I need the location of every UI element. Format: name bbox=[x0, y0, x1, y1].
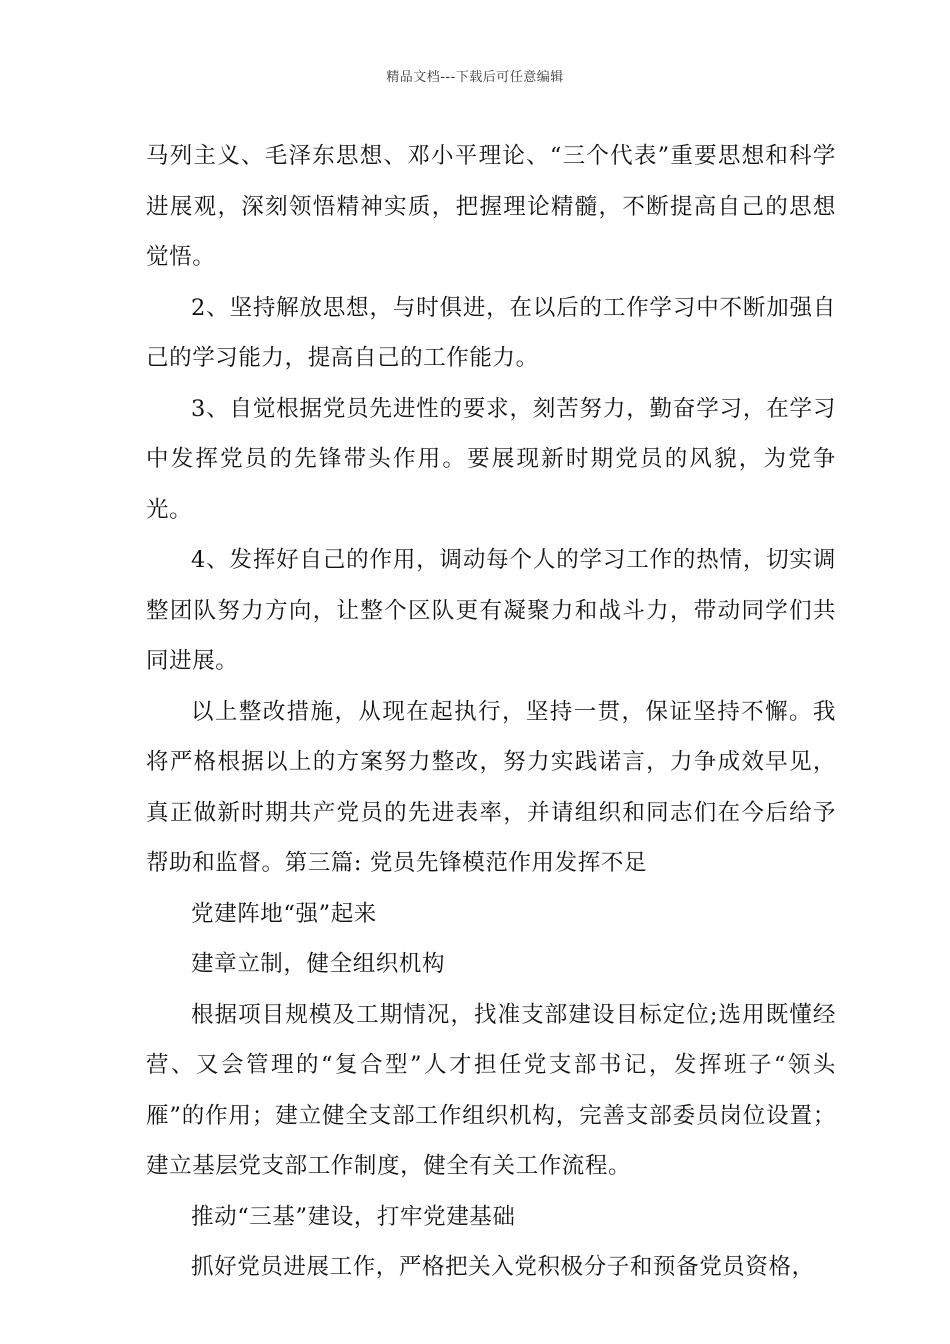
section-heading: 党建阵地“强”起来 bbox=[191, 900, 377, 927]
document-body bbox=[146, 131, 836, 1293]
page-header: 精品文档---下载后可任意编辑 bbox=[386, 70, 564, 85]
paragraph: 抓好党员进展工作，严格把关入党积极分子和预备党员资格， bbox=[191, 1254, 815, 1280]
paragraph: 3、自觉根据党员先进性的要求，刻苦努力，勤奋学习，在学习中发挥党员的先锋带头作用。要展现新时期党员的风貌，为党争光。 bbox=[146, 395, 836, 523]
paragraph: 2、坚持解放思想，与时俱进，在以后的工作学习中不断加强自己的学习能力，提高自己的工作能力。 bbox=[146, 294, 836, 371]
paragraph: 根据项目规模及工期情况，找准支部建设目标定位;选用既懂经营、又会管理的“复合型”人才担任党支部书记，发挥班子“领头雁”的作用；建立健全支部工作组织机构，完善支部委员岗位设置；建立基层党支部工作制度，健全有关工作流程。 bbox=[146, 1001, 836, 1179]
paragraph: 马列主义、毛泽东思想、邓小平理论、“三个代表”重要思想和科学进展观，深刻领悟精神实质，把握理论精髓，不断提高自己的思想觉悟。 bbox=[146, 143, 836, 270]
paragraph: 4、发挥好自己的作用，调动每个人的学习工作的热情，切实调整团队努力方向，让整个区队更有凝聚力和战斗力，带动同学们共同进展。 bbox=[146, 547, 836, 674]
section-heading: 建章立制，健全组织机构 bbox=[191, 951, 446, 977]
paragraph: 以上整改措施，从现在起执行，坚持一贯，保证坚持不懈。我将严格根据以上的方案努力整改，努力实践诺言，力争成效早见，真正做新时期共产党员的先进表率，并请组织和同志们在今后给予帮助和监督。第三篇: 党员先锋模范作用发挥不足 bbox=[146, 698, 836, 876]
section-heading: 推动“三基”建设，打牢党建基础 bbox=[191, 1203, 516, 1230]
